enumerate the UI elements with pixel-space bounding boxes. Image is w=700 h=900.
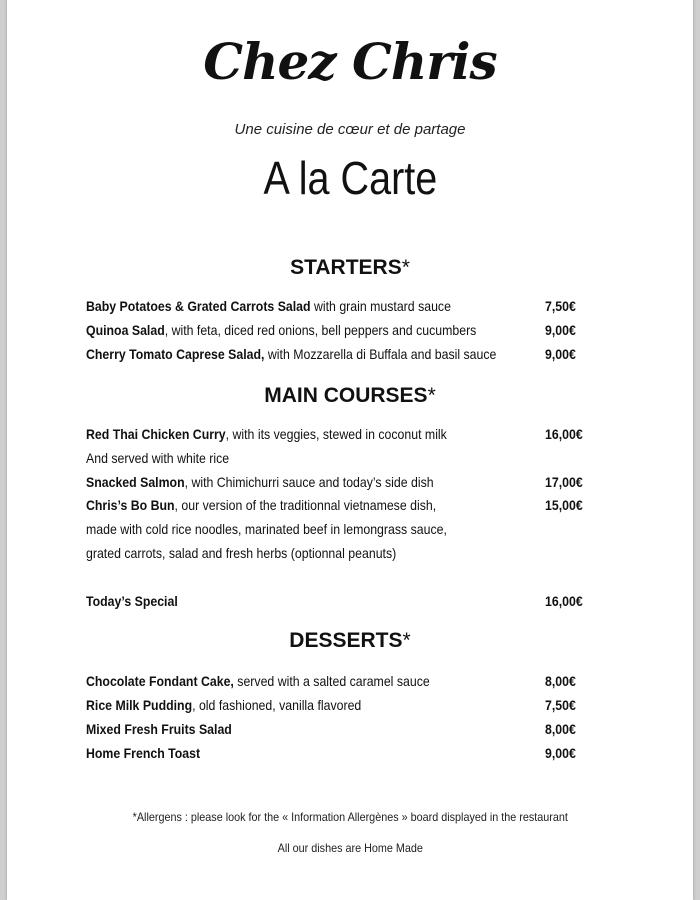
menu-item-bo-bun: Chris’s Bo Bun, our version of the traditionnal vietnamese dish, <box>86 497 437 513</box>
price-quinoa-salad: 9,00€ <box>545 322 576 338</box>
menu-item-baby-potatoes: Baby Potatoes & Grated Carrots Salad with grain mustard sauce <box>86 298 451 314</box>
menu-item-quinoa-salad: Quinoa Salad, with feta, diced red onions, bell peppers and cucumbers <box>86 322 477 338</box>
price-chocolate-fondant: 8,00€ <box>545 673 576 689</box>
price-cherry-tomato-caprese: 9,00€ <box>545 346 576 362</box>
menu-title: A la Carte <box>263 152 438 204</box>
menu-item-french-toast: Home French Toast <box>86 745 201 761</box>
allergens-note: *Allergens : please look for the « Information Allergènes » board displayed in the restaurant <box>132 810 568 824</box>
menu-item-cherry-tomato-caprese: Cherry Tomato Caprese Salad, with Mozzarella di Buffala and basil sauce <box>86 346 497 362</box>
menu-item-fresh-fruits-salad: Mixed Fresh Fruits Salad <box>86 721 232 737</box>
price-snacked-salmon: 17,00€ <box>545 474 583 490</box>
menu-item-chocolate-fondant: Chocolate Fondant Cake, served with a salted caramel sauce <box>86 673 430 689</box>
menu-item-snacked-salmon: Snacked Salmon, with Chimichurri sauce and today’s side dish <box>86 474 434 490</box>
price-rice-milk-pudding: 7,50€ <box>545 697 576 713</box>
price-baby-potatoes: 7,50€ <box>545 298 576 314</box>
price-fresh-fruits-salad: 8,00€ <box>545 721 576 737</box>
price-todays-special: 16,00€ <box>545 593 583 609</box>
menu-item-red-thai-curry: Red Thai Chicken Curry, with its veggies, stewed in coconut milk <box>86 426 447 442</box>
tagline: Une cuisine de cœur et de partage <box>234 121 466 138</box>
menu-item-todays-special: Today’s Special <box>86 593 178 609</box>
section-title-main-courses: MAIN COURSES* <box>264 384 436 407</box>
price-bo-bun: 15,00€ <box>545 497 583 513</box>
menu-item-bo-bun-line-2: made with cold rice noodles, marinated beef in lemongrass sauce, <box>86 521 447 537</box>
homemade-note: All our dishes are Home Made <box>277 841 423 855</box>
menu-item-bo-bun-line-3: grated carrots, salad and fresh herbs (optionnal peanuts) <box>86 545 397 561</box>
section-title-desserts: DESSERTS* <box>289 629 411 652</box>
price-red-thai-curry: 16,00€ <box>545 426 583 442</box>
menu-item-rice-milk-pudding: Rice Milk Pudding, old fashioned, vanilla flavored <box>86 697 362 713</box>
menu-item-red-thai-curry-line-2: And served with white rice <box>86 450 230 466</box>
section-title-starters: STARTERS* <box>290 256 410 279</box>
restaurant-name: Chez Chris <box>203 32 497 91</box>
price-french-toast: 9,00€ <box>545 745 576 761</box>
